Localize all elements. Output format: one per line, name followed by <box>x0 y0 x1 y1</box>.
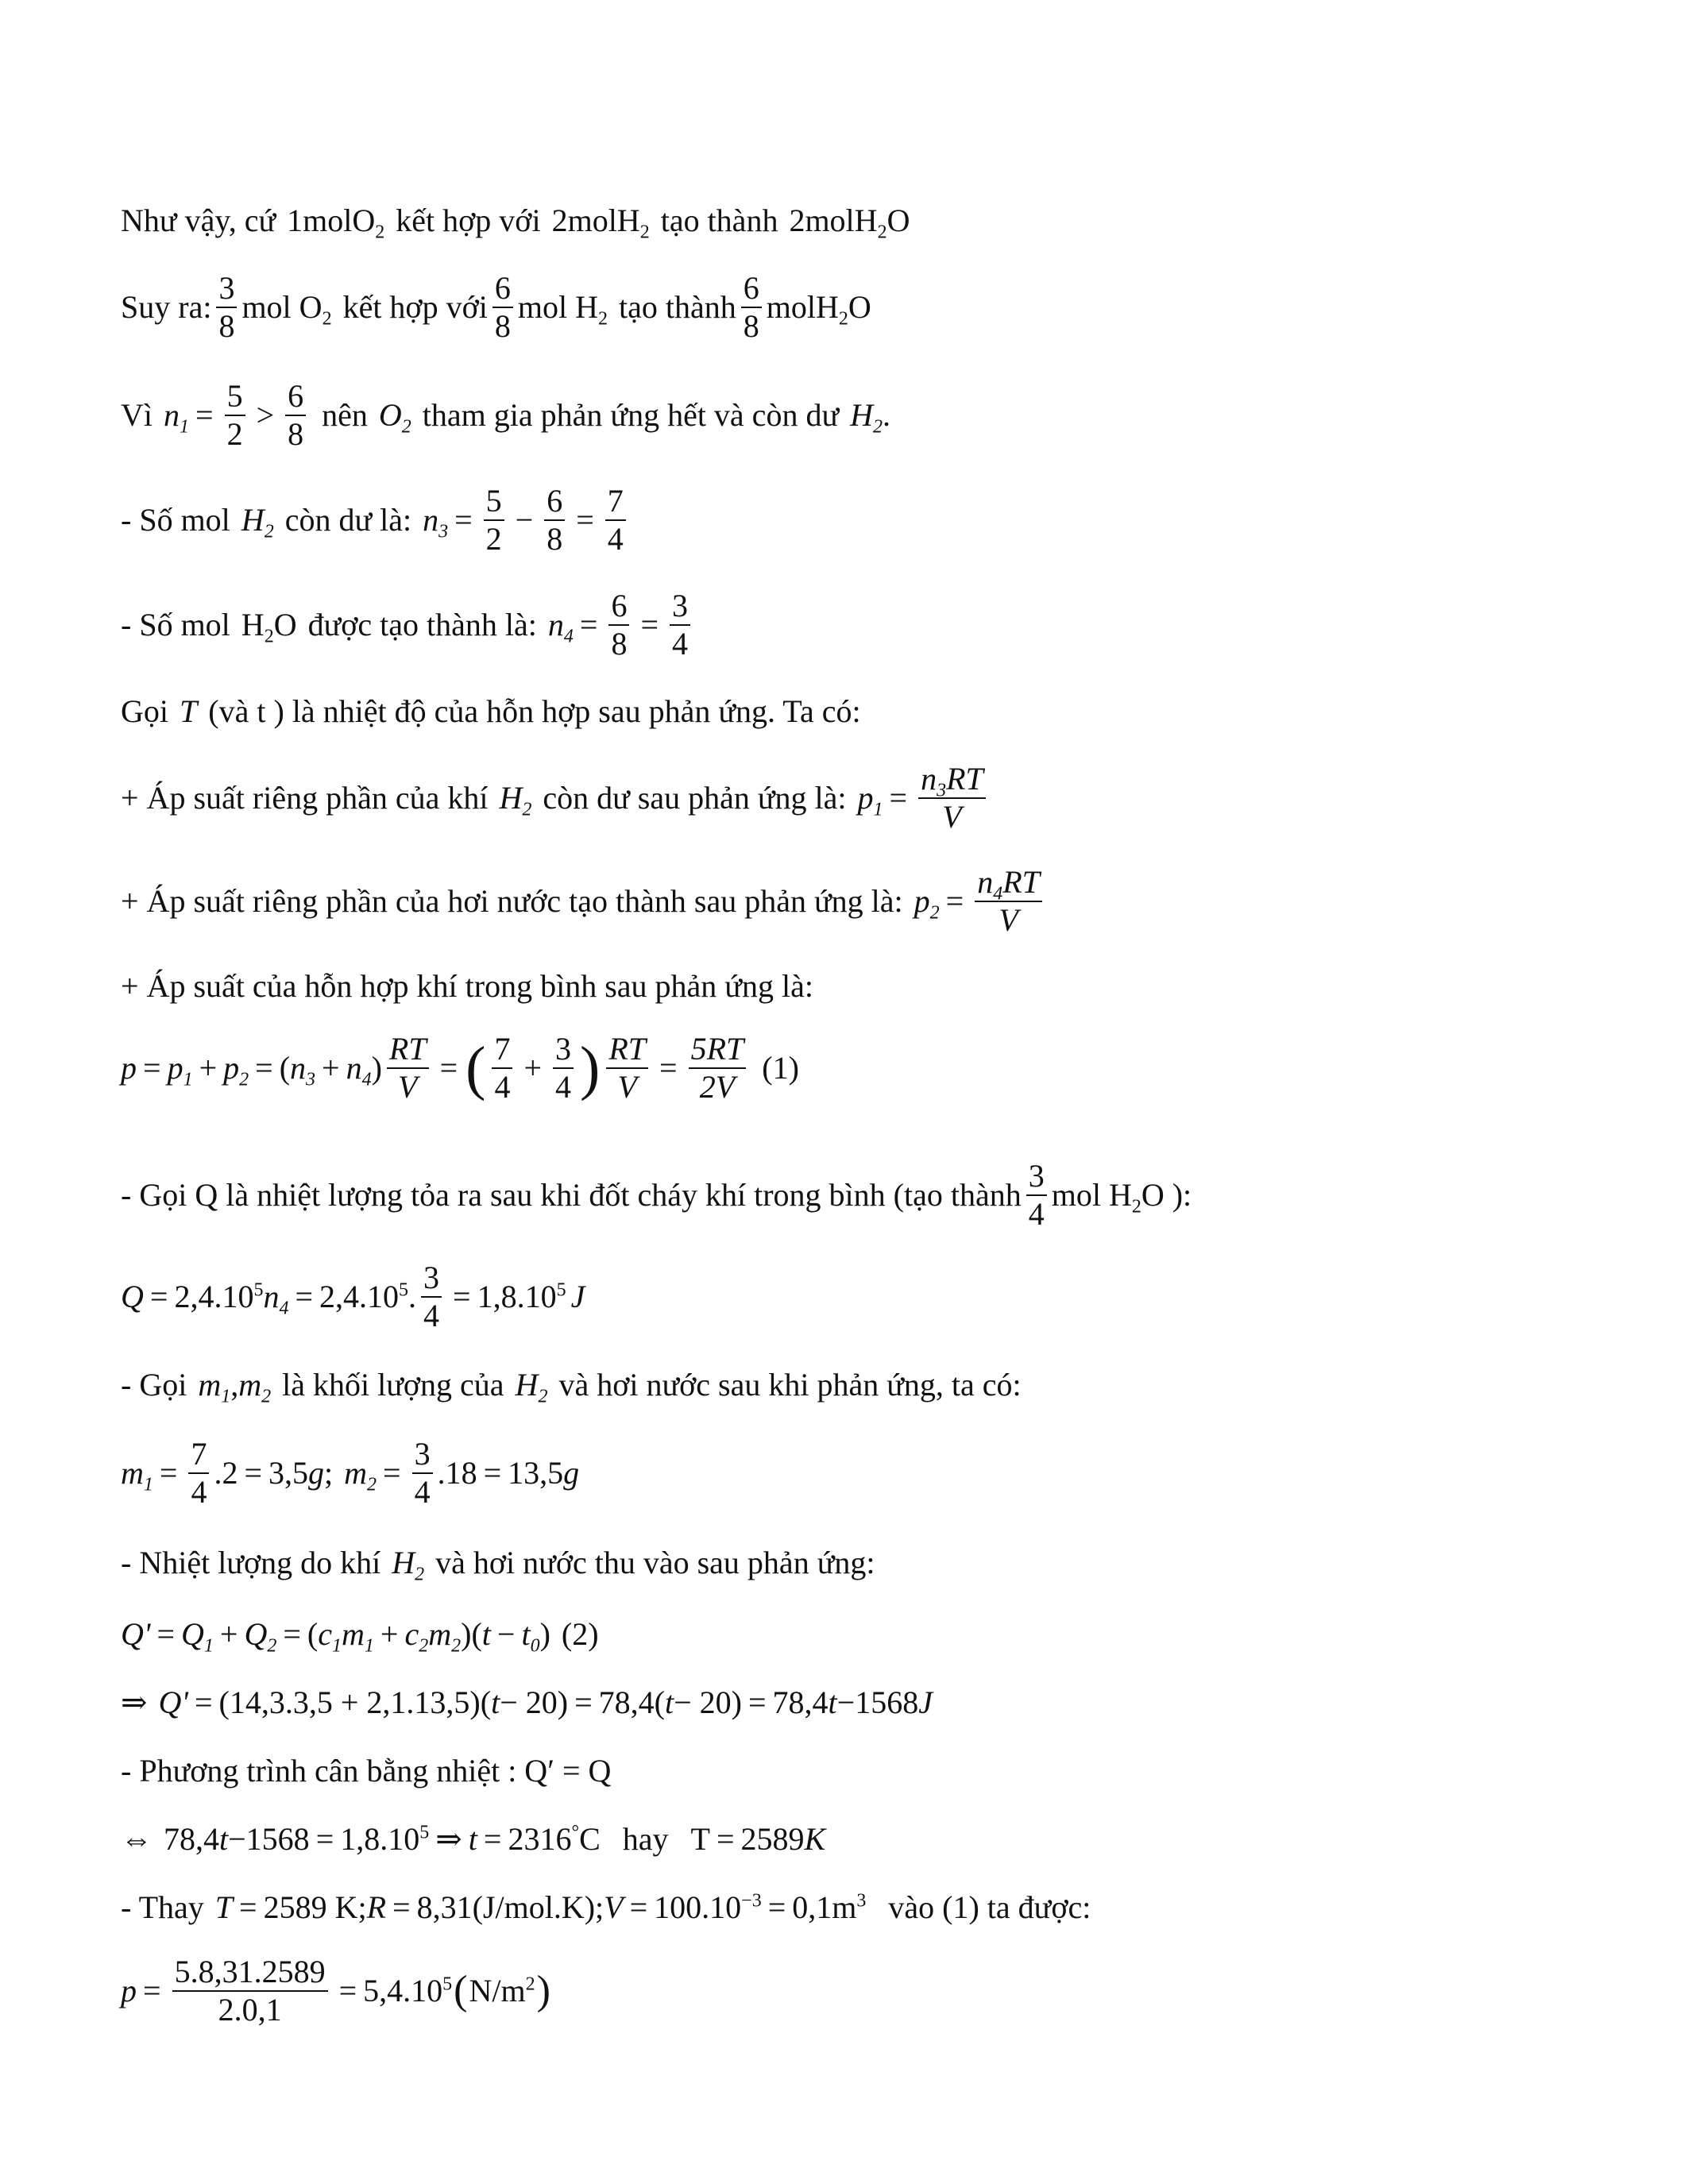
line-8: + Áp suất riêng phần của hơi nước tạo thành sau phản ứng là: $p_2$ = $\frac{n_4RT}{V}$ <box>121 866 1047 937</box>
line-12: Q = 2,4.10$^5$ $n_4$ = 2,4.10$^5$ . $\frac{3}{4}$ = 1,8.10$^5$ J <box>121 1260 585 1333</box>
formula: mol $H_2O$ ): <box>1051 1177 1192 1217</box>
fraction: $\frac{3}{4}$ <box>1026 1160 1047 1231</box>
variable: $H_2$ <box>499 780 532 820</box>
fraction: $\frac{6}{8}$ <box>285 380 306 451</box>
formula: mol $H_2$ <box>517 289 608 330</box>
fraction: $\frac{6}{8}$ <box>608 589 629 661</box>
text: Gọi <box>121 693 168 729</box>
formula: mol $O_2$ <box>241 289 332 330</box>
line-3: Vì $n_1$ = $\frac{5}{2}$ > $\frac{6}{8}$ nên $O_2$ tham gia phản ứng hết và còn dư $H_2$ . <box>121 378 891 452</box>
text: - Gọi Q là nhiệt lượng tỏa ra sau khi đốt cháy khí trong bình (tạo thành <box>121 1177 1022 1213</box>
text: Như vậy, cứ <box>121 203 276 238</box>
formula: 1molO$_2$ <box>287 203 385 243</box>
text: - Số mol <box>121 607 230 642</box>
text: tham gia phản ứng hết và còn dư <box>422 397 840 433</box>
variable: $H_2$ <box>850 397 883 438</box>
text: tạo thành <box>660 203 778 238</box>
fraction: $\frac{5.8,31.2589}{2.0,1}$ <box>172 1955 328 2027</box>
line-11 <box>121 1160 1192 1231</box>
text: - Phương trình cân bằng nhiệt : Q′ = Q <box>121 1753 612 1788</box>
text: vào (1) ta được: <box>888 1889 1091 1925</box>
text: - Nhiệt lượng do khí <box>121 1545 381 1580</box>
line-6 <box>121 693 861 729</box>
fraction: $\frac{3}{4}$ <box>412 1437 433 1509</box>
text: + Áp suất riêng phần của khí <box>121 780 489 816</box>
text: - Gọi <box>121 1367 187 1403</box>
line-2 <box>121 272 871 343</box>
text: còn dư sau phản ứng là: <box>543 780 847 816</box>
fraction: $\frac{RT}{V}$ <box>387 1032 429 1104</box>
formula: 2molH$_2$O <box>789 203 910 243</box>
fraction: $\frac{5RT}{2V}$ <box>689 1032 747 1104</box>
line-1 <box>121 203 910 243</box>
line-19: ⇔ 78,4 t −1568 = 1,8.10$^5$ ⇒ t = 2316°C hay T = 2589 K <box>121 1821 826 1857</box>
formula: molH$_2$O <box>766 289 871 330</box>
fraction: $\frac{6}{8}$ <box>544 484 565 556</box>
line-21: p = $\frac{5.8,31.2589}{2.0,1}$ = 5,4.10$^5$ ( $N/m^2$ ) <box>121 1954 550 2028</box>
line-7: + Áp suất riêng phần của khí $H_2$ còn dư sau phản ứng là: $p_1$ = $\frac{n_3RT}{V}$ <box>121 762 991 834</box>
line-10: p = $p_1$ + $p_2$ = ( $n_3$ + $n_4$ ) $\frac{RT}{V}$ = ( $\frac{7}{4}$ + $\frac{3}{4}$ ) $\frac{RT}{V}$ = $\frac{5RT}{2V}$ (1) <box>121 1031 799 1105</box>
line-15: - Nhiệt lượng do khí $H_2$ và hơi nước thu vào sau phản ứng: <box>121 1545 875 1585</box>
fraction: $\frac{3}{8}$ <box>216 272 237 343</box>
fraction: $\frac{n_3RT}{V}$ <box>918 762 986 834</box>
equation-tag: (1) <box>762 1050 799 1086</box>
text: - Số mol <box>121 502 230 538</box>
text: kết hợp với <box>342 289 488 325</box>
text: tạo thành <box>618 289 736 325</box>
line-9 <box>121 970 813 1002</box>
text: còn dư là: <box>284 502 412 538</box>
variable: T <box>180 693 198 729</box>
variable: $n_4$ <box>547 607 574 647</box>
line-17: ⇒ Q' = (14,3.3,5 + 2,1.13,5)( t − 20) = 78,4( t − 20) = 78,4 t −1568 J <box>121 1684 933 1720</box>
variable: $H_2$ <box>241 502 274 542</box>
text: và hơi nước sau khi phản ứng, ta có: <box>558 1367 1022 1403</box>
variable: $O_2$ <box>378 397 411 438</box>
text: Vì <box>121 397 153 433</box>
fraction: $\frac{3}{4}$ <box>670 589 690 661</box>
text: Suy ra: <box>121 289 212 325</box>
fraction: $\frac{RT}{V}$ <box>606 1032 648 1104</box>
fraction: $\frac{5}{2}$ <box>484 484 504 556</box>
text: nên <box>322 397 368 433</box>
variable: $p_1$ <box>857 780 883 820</box>
line-18 <box>121 1755 611 1787</box>
line-13: - Gọi $m_1$ , $m_2$ là khối lượng của $H_2$ và hơi nước sau khi phản ứng, ta có: <box>121 1367 1022 1407</box>
text: kết hợp với <box>396 203 541 238</box>
variable: $n_1$ <box>164 397 189 438</box>
formula: $H_2O$ <box>241 607 297 647</box>
line-16: Q' = $Q_1$ + $Q_2$ = ( $c_1$ $m_1$ + $c_2$ $m_2$ ) ( t − $t_0$ ) (2) <box>121 1616 599 1657</box>
fraction: $\frac{n_4RT}{V}$ <box>975 866 1042 937</box>
text: là khối lượng của <box>282 1367 504 1403</box>
line-4: - Số mol $H_2$ còn dư là: $n_3$ = $\frac{5}{2}$ − $\frac{6}{8}$ = $\frac{7}{4}$ <box>121 484 631 556</box>
equation-tag: (2) <box>561 1616 599 1652</box>
fraction: $\frac{7}{4}$ <box>605 484 626 556</box>
fraction: $\frac{7}{4}$ <box>492 1032 512 1104</box>
fraction: $\frac{3}{4}$ <box>553 1032 574 1104</box>
formula: 2molH$_2$ <box>551 203 650 243</box>
fraction: $\frac{6}{8}$ <box>492 272 513 343</box>
text: + Áp suất riêng phần của hơi nước tạo thành sau phản ứng là: <box>121 883 903 919</box>
fraction: $\frac{6}{8}$ <box>741 272 762 343</box>
text: (và t ) là nhiệt độ của hỗn hợp sau phản ứng. Ta có: <box>208 693 861 729</box>
line-5: - Số mol $H_2O$ được tạo thành là: $n_4$ = $\frac{6}{8}$ = $\frac{3}{4}$ <box>121 589 695 661</box>
text: + Áp suất của hỗn hợp khí trong bình sau phản ứng là: <box>121 968 813 1004</box>
text: được tạo thành là: <box>307 607 537 642</box>
text: và hơi nước thu vào sau phản ứng: <box>435 1545 875 1580</box>
variable: $p_2$ <box>914 883 940 924</box>
fraction: $\frac{7}{4}$ <box>188 1437 209 1509</box>
fraction: $\frac{3}{4}$ <box>421 1261 442 1333</box>
line-14: $m_1$ = $\frac{7}{4}$ .2 = 3,5 g ; $m_2$ = $\frac{3}{4}$ .18 = 13,5 g <box>121 1436 580 1510</box>
fraction: $\frac{5}{2}$ <box>225 380 245 451</box>
variable: $n_3$ <box>423 502 449 542</box>
line-20: - Thay T = 2589 K; R = 8,31(J/mol.K); V = $100.10^{-3}$ = $0,1m^3$ vào (1) ta được: <box>121 1889 1091 1925</box>
text: - Thay <box>121 1889 204 1925</box>
